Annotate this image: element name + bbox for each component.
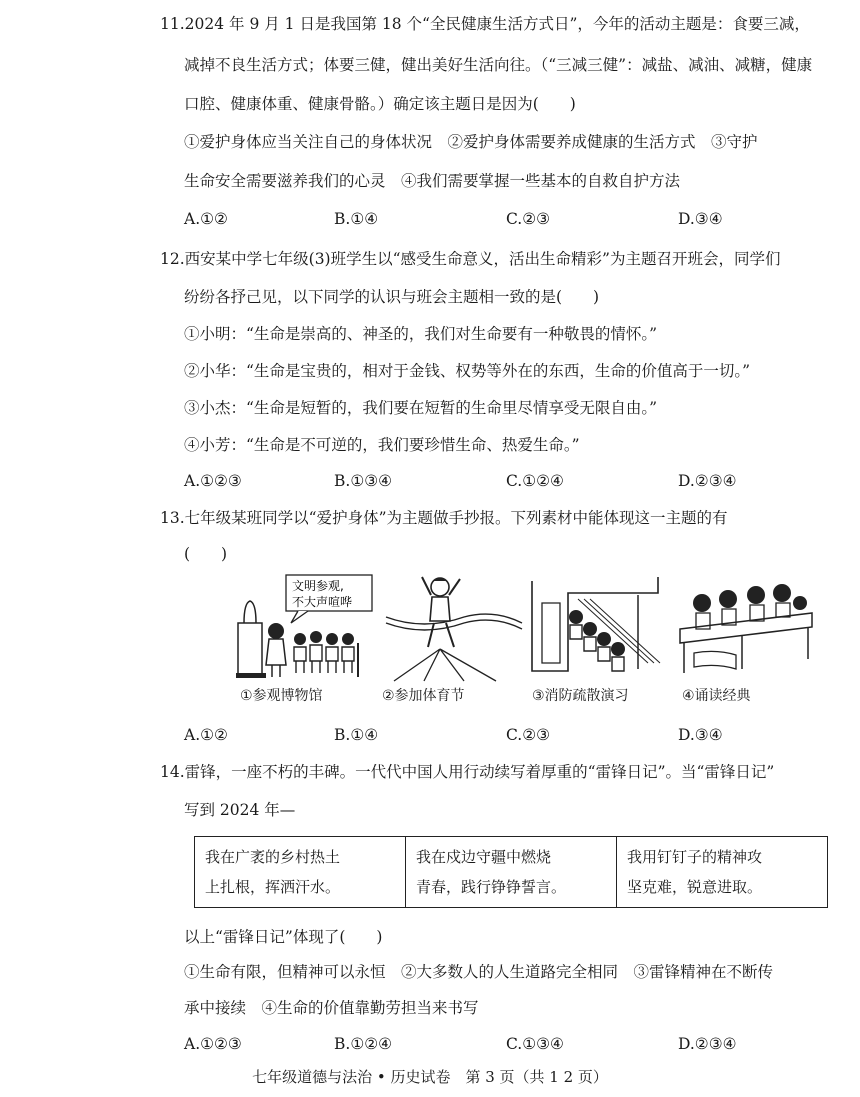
q14-options bbox=[184, 1035, 844, 1055]
reading-classics-illustration bbox=[676, 573, 816, 683]
caption-museum: ①参观博物馆 bbox=[240, 688, 323, 704]
q11-stem-line3: 口腔、健康体重、健康骨骼。）确定该主题日是因为( ) bbox=[184, 95, 576, 113]
q14-option-c: C.①③④ bbox=[506, 1035, 564, 1053]
q12-stem-line1: 12.西安某中学七年级(3)班学生以“感受生命意义，活出生命精彩”为主题召开班会，同学们 bbox=[160, 250, 781, 268]
diary-cell-line2: 青春，践行铮铮誓言。 bbox=[416, 878, 567, 896]
speech-bubble-line2: 不大声喧哗 bbox=[292, 595, 353, 609]
q13-stem-line2: ( ) bbox=[184, 545, 228, 563]
q11-option-b: B.①④ bbox=[334, 210, 379, 228]
sports-festival-illustration bbox=[384, 573, 524, 683]
q11-stem-line2: 减掉不良生活方式；体要三健，健出美好生活向往。（“三减三健”：减盐、减油、减糖，健康 bbox=[184, 56, 813, 74]
lei-feng-diary-table bbox=[194, 836, 828, 908]
q11-stem-line1: 11.2024 年 9 月 1 日是我国第 18 个“全民健康生活方式日”，今年的活动主题是：食要三减， bbox=[160, 15, 810, 33]
q14-stem-line3: 以上“雷锋日记”体现了( ) bbox=[184, 928, 383, 946]
q12-item-4: ④小芳：“生命是不可逆的，我们要珍惜生命、热爱生命。” bbox=[184, 436, 580, 454]
q13-illustration-strip bbox=[236, 573, 836, 709]
q13-option-b: B.①④ bbox=[334, 726, 379, 744]
q12-stem-line2: 纷纷各抒己见，以下同学的认识与班会主题相一致的是( ) bbox=[184, 288, 600, 306]
q11-item-line2: 生命安全需要滋养我们的心灵 ④我们需要掌握一些基本的自救自护方法 bbox=[184, 172, 681, 190]
q11-options bbox=[184, 210, 844, 230]
q14-option-b: B.①②④ bbox=[334, 1035, 393, 1053]
q14-option-a: A.①②③ bbox=[184, 1035, 242, 1053]
q14-stem-line1: 14.雷锋，一座不朽的丰碑。一代代中国人用行动续写着厚重的“雷锋日记”。当“雷锋日记” bbox=[160, 763, 775, 781]
q14-stem-line2: 写到 2024 年— bbox=[184, 801, 296, 819]
q12-option-a: A.①②③ bbox=[184, 472, 242, 490]
page-footer: 七年级道德与法治 • 历史试卷 第 3 页（共 1 2 页） bbox=[252, 1068, 608, 1086]
q13-option-a: A.①② bbox=[184, 726, 228, 744]
q13-option-c: C.②③ bbox=[506, 726, 551, 744]
q12-options bbox=[184, 472, 844, 492]
q11-item-line1: ①爱护身体应当关注自己的身体状况 ②爱护身体需要养成健康的生活方式 ③守护 bbox=[184, 133, 758, 151]
diary-cell-line2: 坚克难，锐意进取。 bbox=[627, 878, 763, 896]
q14-item-line2: 承中接续 ④生命的价值靠勤劳担当来书写 bbox=[184, 999, 479, 1017]
caption-reading: ④诵读经典 bbox=[682, 688, 751, 704]
diary-cell bbox=[195, 837, 406, 908]
speech-bubble-line1: 文明参观, bbox=[292, 579, 344, 593]
q12-item-1: ①小明：“生命是崇高的、神圣的，我们对生命要有一种敬畏的情怀。” bbox=[184, 325, 658, 343]
fire-drill-illustration bbox=[528, 573, 668, 683]
diary-cell bbox=[617, 837, 828, 908]
q12-option-b: B.①③④ bbox=[334, 472, 393, 490]
diary-cell bbox=[406, 837, 617, 908]
diary-cell-line1: 我用钉钉子的精神攻 bbox=[627, 848, 763, 866]
q11-option-d: D.③④ bbox=[678, 210, 723, 228]
q14-item-line1: ①生命有限，但精神可以永恒 ②大多数人的人生道路完全相同 ③雷锋精神在不断传 bbox=[184, 963, 774, 981]
diary-cell-line1: 我在广袤的乡村热土 bbox=[205, 848, 341, 866]
museum-visit-illustration bbox=[236, 573, 376, 683]
q13-stem-line1: 13.七年级某班同学以“爱护身体”为主题做手抄报。下列素材中能体现这一主题的有 bbox=[160, 509, 728, 527]
q11-option-c: C.②③ bbox=[506, 210, 551, 228]
q12-option-c: C.①②④ bbox=[506, 472, 564, 490]
q14-option-d: D.②③④ bbox=[678, 1035, 737, 1053]
diary-cell-line2: 上扎根，挥洒汗水。 bbox=[205, 878, 341, 896]
q13-options bbox=[184, 726, 844, 746]
diary-cell-line1: 我在戍边守疆中燃烧 bbox=[416, 848, 552, 866]
q12-option-d: D.②③④ bbox=[678, 472, 737, 490]
q12-item-3: ③小杰：“生命是短暂的，我们要在短暂的生命里尽情享受无限自由。” bbox=[184, 399, 658, 417]
caption-fire-drill: ③消防疏散演习 bbox=[532, 688, 629, 704]
q12-item-2: ②小华：“生命是宝贵的，相对于金钱、权势等外在的东西，生命的价值高于一切。” bbox=[184, 362, 751, 380]
q11-option-a: A.①② bbox=[184, 210, 228, 228]
caption-sports: ②参加体育节 bbox=[382, 688, 465, 704]
q13-option-d: D.③④ bbox=[678, 726, 723, 744]
